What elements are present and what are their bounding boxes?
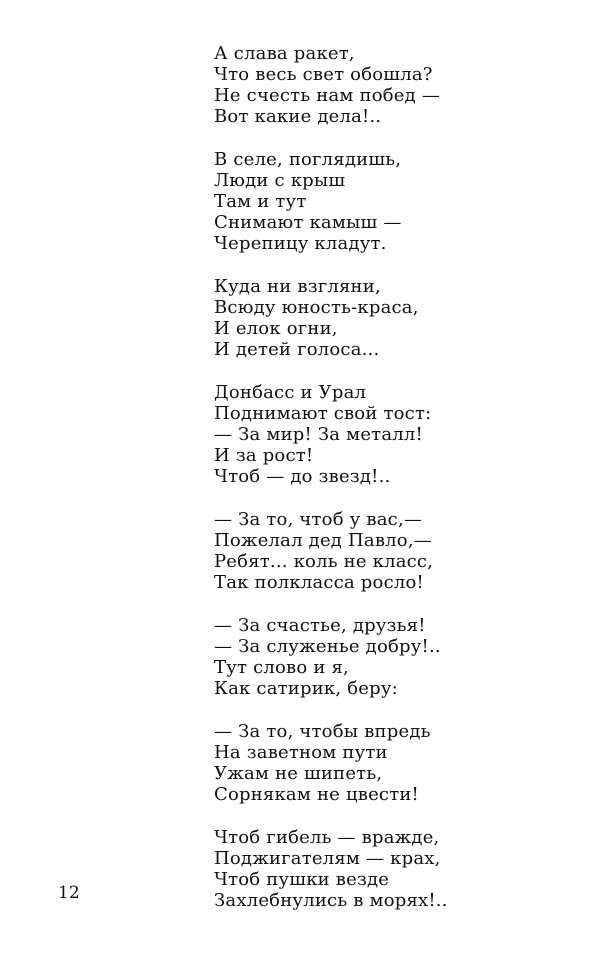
page-number: 12 [58, 883, 80, 903]
stanza [214, 382, 584, 487]
poem-line: Пожелал дед Павло,— [214, 530, 432, 551]
poem-line: И елок огни, [214, 318, 338, 339]
poem-line: А слава ракет, [214, 43, 355, 64]
poem-line: Люди с крыш [214, 170, 346, 191]
poem-line: Тут слово и я, [214, 657, 349, 678]
poem-line: Там и тут [214, 191, 307, 212]
poem-line: Сорнякам не цвести! [214, 784, 419, 805]
poem-line: Чтоб пушки везде [214, 869, 390, 890]
poem-line: И детей голоса... [214, 339, 380, 360]
poem-line: Не счесть нам побед — [214, 85, 441, 106]
poem-line: — За то, чтобы впредь [214, 721, 431, 742]
poem-line: — За мир! За металл! [214, 424, 423, 445]
stanza [214, 827, 584, 911]
stanza [214, 721, 584, 805]
poem-line: Так полкласса росло! [214, 572, 424, 593]
poem-line: Вот какие дела!.. [214, 106, 382, 127]
poem-line: Черепицу кладут. [214, 233, 387, 254]
stanza [214, 615, 584, 699]
poem-line: Куда ни взгляни, [214, 276, 381, 297]
poem-line: — За служенье добру!.. [214, 636, 441, 657]
poem-line: — За счастье, друзья! [214, 615, 426, 636]
stanza [214, 509, 584, 593]
poem-line: Ужам не шипеть, [214, 763, 383, 784]
poem-line: — За то, чтоб у вас,— [214, 509, 423, 530]
poem-line: Донбасс и Урал [214, 382, 367, 403]
poem-line: Ребят... коль не класс, [214, 551, 434, 572]
poem-line: Что весь свет обошла? [214, 64, 433, 85]
poem-line: Чтоб — до звезд!.. [214, 466, 391, 487]
poem-line: Поднимают свой тост: [214, 403, 432, 424]
poem-line: На заветном пути [214, 742, 388, 763]
stanza [214, 276, 584, 360]
poem-line: Захлебнулись в морях!.. [214, 890, 448, 911]
poem-text [214, 43, 584, 933]
stanza [214, 149, 584, 254]
poem-line: И за рост! [214, 445, 314, 466]
poem-line: Всюду юность-краса, [214, 297, 419, 318]
poem-line: В селе, поглядишь, [214, 149, 402, 170]
poem-line: Поджигателям — крах, [214, 848, 441, 869]
poem-line: Снимают камыш — [214, 212, 402, 233]
stanza [214, 43, 584, 127]
poem-line: Как сатирик, беру: [214, 678, 398, 699]
poem-line: Чтоб гибель — вражде, [214, 827, 440, 848]
